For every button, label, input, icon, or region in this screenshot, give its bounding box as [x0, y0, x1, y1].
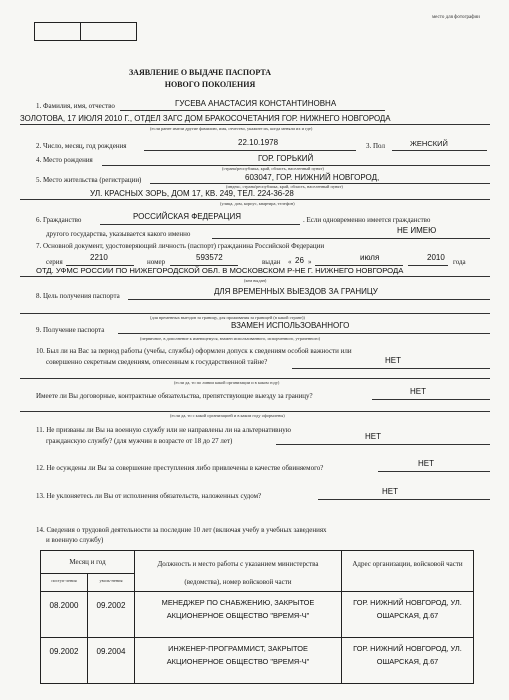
code-box-left — [34, 22, 81, 41]
field-2-value: 22.10.1978 — [238, 138, 279, 147]
field-6-value2: НЕ ИМЕЮ — [397, 226, 437, 235]
field-11-label2: гражданскую службу? (для мужчин в возрасте от 18 до 27 лет) — [46, 437, 233, 445]
field-11-value: НЕТ — [365, 432, 381, 441]
field-5-label: 5. Место жительства (регистрации) — [36, 176, 142, 184]
field-1-hint: (если ранее имели другие фамилию, имя, отчество, укажите их, когда меняли их и где) — [150, 126, 313, 131]
row-date-in: 09.2002 — [41, 638, 88, 684]
field-7-day: 26 — [295, 256, 304, 265]
row-position: МЕНЕДЖЕР ПО СНАБЖЕНИЮ, ЗАКРЫТОЕ АКЦИОНЕРНОЕ ОБЩЕСТВО "ВРЕМЯ-Ч" — [135, 592, 342, 638]
table-row — [41, 638, 474, 684]
field-13-label: 13. Не уклоняетесь ли Вы от исполнения обязательств, наложенных судом? — [36, 492, 262, 500]
field-8-label: 8. Цель получения паспорта — [36, 292, 120, 300]
field-14-label2: и военную службу) — [46, 536, 104, 544]
field-9-hint: (первичное, в дополнение к имеющемуся, взамен использованного, испорченного, утраченного) — [140, 336, 321, 341]
field-10-label: 10. Был ли на Вас за период работы (учебы, службы) оформлен допуск к сведениям особой важности или — [36, 347, 352, 355]
field-10-hint: (если да, то по линии какой организации и в каком году) — [174, 380, 280, 385]
field-10-value: НЕТ — [385, 356, 401, 365]
code-box-right — [80, 22, 137, 41]
field-4-label: 4. Место рождения — [36, 156, 93, 164]
field-1-value: ГУСЕВА АНАСТАСИЯ КОНСТАНТИНОВНА — [175, 99, 337, 108]
field-7-hint: (кем выдан) — [244, 278, 267, 283]
photo-note: место для фотографии — [432, 15, 480, 20]
field-13-value: НЕТ — [382, 487, 398, 496]
field-5-value-line2: УЛ. КРАСНЫХ ЗОРЬ, ДОМ 17, КВ. 249, ТЕЛ. 224-36-28 — [90, 189, 294, 198]
row-date-out: 09.2004 — [88, 638, 135, 684]
field-7-label: 7. Основной документ, удостоверяющий личность (паспорт) гражданина Российской Федерации — [36, 242, 325, 250]
field-5-hint2: (улица, дом, корпус, квартира, телефон) — [220, 201, 295, 206]
field-10b-hint: (если да, то с какой организацией и в каком году оформлены) — [170, 413, 285, 418]
field-1-label: 1. Фамилия, имя, отчество — [36, 102, 115, 110]
row-address: ГОР. НИЖНИЙ НОВГОРОД, УЛ. ОШАРСКАЯ, Д.67 — [342, 592, 474, 638]
header-address: Адрес организации, войсковой части — [342, 551, 474, 592]
field-10b-label: Имеете ли Вы договорные, контрактные обязательства, препятствующие выезду за границу? — [36, 392, 313, 400]
header-month-year: Месяц и год — [41, 551, 135, 574]
row-date-in: 08.2000 — [41, 592, 88, 638]
field-4-hint: (страна/республика, край, область, населенный пункт) — [222, 166, 324, 171]
field-3-label: 3. Пол — [366, 142, 385, 150]
field-11-label: 11. Не призваны ли Вы на военную службу или не направлены ли на альтернативную — [36, 426, 291, 434]
row-address: ГОР. НИЖНИЙ НОВГОРОД, УЛ. ОШАРСКАЯ, Д.67 — [342, 638, 474, 684]
field-4-value: ГОР. ГОРЬКИЙ — [258, 154, 314, 163]
field-7-issued-label: выдан — [262, 258, 281, 266]
field-1-value-line2: ЗОЛОТОВА, 17 ИЮЛЯ 2010 Г., ОТДЕЛ ЗАГС ДОМ БРАКОСОЧЕТАНИЯ ГОР. НИЖНЕГО НОВГОРОДА — [20, 114, 391, 123]
field-2-label: 2. Число, месяц, год рождения — [36, 142, 127, 150]
table-row — [41, 592, 474, 638]
field-8-value: ДЛЯ ВРЕМЕННЫХ ВЫЕЗДОВ ЗА ГРАНИЦУ — [214, 287, 378, 296]
field-7-quote-close: » — [308, 258, 312, 266]
field-7-number-label: номер — [147, 258, 166, 266]
field-7-quote-open: « — [288, 258, 292, 266]
field-5-value: 603047, ГОР. НИЖНИЙ НОВГОРОД, — [245, 173, 380, 182]
header-position: Должность и место работы с указанием министерства (ведомства), номер войсковой части — [135, 551, 342, 592]
field-3-value: ЖЕНСКИЙ — [410, 139, 448, 148]
row-position: ИНЖЕНЕР-ПРОГРАММИСТ, ЗАКРЫТОЕ АКЦИОНЕРНОЕ ОБЩЕСТВО "ВРЕМЯ-Ч" — [135, 638, 342, 684]
field-5-hint: (индекс, страна/республика, край, область, населенный пункт) — [226, 184, 343, 189]
field-7-series-label: серия — [46, 258, 63, 266]
field-10-label2: совершенно секретным сведениям, отнесенным к государственной тайне? — [46, 358, 268, 366]
field-7-series: 2210 — [90, 253, 108, 262]
field-14-label: 14. Сведения о трудовой деятельности за последние 10 лет (включая учебу в учебных заведениях — [36, 526, 327, 534]
field-10b-value: НЕТ — [410, 387, 426, 396]
field-6-tail: . Если одновременно имеется гражданство — [303, 216, 431, 224]
field-7-year: 2010 — [427, 253, 445, 262]
field-6-label2: другого государства, указывается какого именно — [46, 230, 191, 238]
form-title-line1: ЗАЯВЛЕНИЕ О ВЫДАЧЕ ПАСПОРТА — [128, 68, 272, 77]
field-7-year-label: года — [453, 258, 466, 266]
field-6-label: 6. Гражданство — [36, 216, 82, 224]
field-8-hint: (для временных выездов за границу, для проживания за границей (в какой стране)) — [150, 315, 305, 320]
field-9-value: ВЗАМЕН ИСПОЛЬЗОВАННОГО — [231, 321, 350, 330]
form-title-line2: НОВОГО ПОКОЛЕНИЯ — [164, 80, 256, 89]
field-7-month: июля — [360, 253, 380, 262]
work-history-table — [40, 550, 474, 684]
row-date-out: 09.2002 — [88, 592, 135, 638]
field-7-number: 593572 — [196, 253, 223, 262]
header-date-out: уволь-нения — [88, 573, 135, 591]
field-9-label: 9. Получение паспорта — [36, 326, 105, 334]
header-date-in: поступ-ления — [41, 573, 88, 591]
field-7-authority: ОТД. УФМС РОССИИ ПО НИЖЕГОРОДСКОЙ ОБЛ. В МОСКОВСКОМ Р-НЕ Г. НИЖНЕГО НОВГОРОДА — [36, 266, 404, 275]
field-12-value: НЕТ — [418, 459, 434, 468]
field-6-value: РОССИЙСКАЯ ФЕДЕРАЦИЯ — [133, 212, 241, 221]
field-12-label: 12. Не осуждены ли Вы за совершение преступления либо привлечены в качестве обвиняемого? — [36, 464, 324, 472]
